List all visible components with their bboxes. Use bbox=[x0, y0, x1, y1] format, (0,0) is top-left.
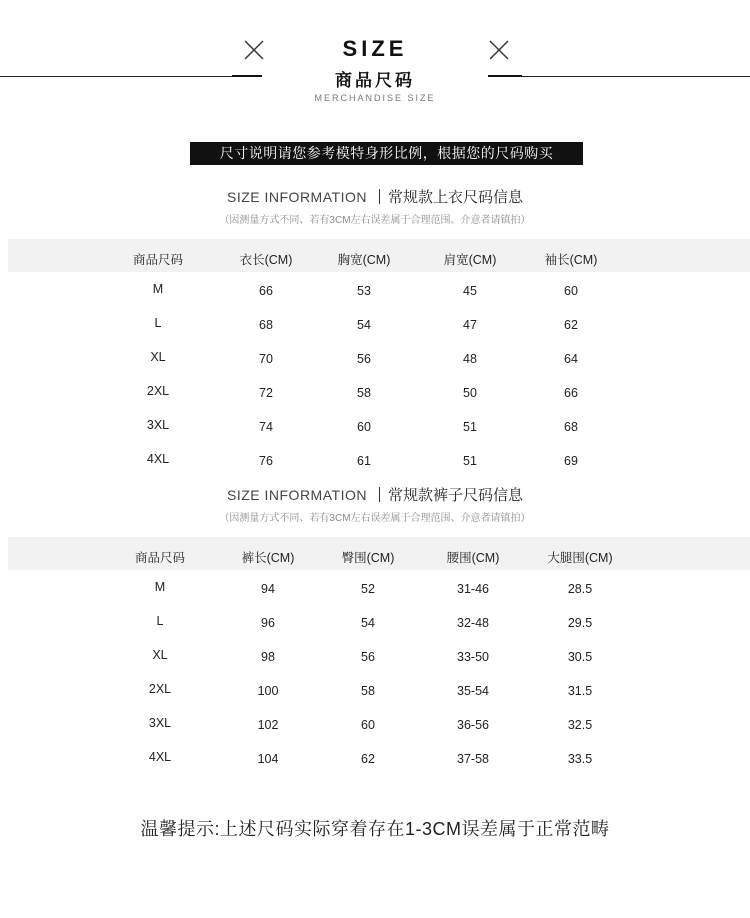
page-subtitle: MERCHANDISE SIZE bbox=[314, 93, 436, 103]
table-cell: 72 bbox=[259, 386, 273, 400]
table-cell: 53 bbox=[357, 284, 371, 298]
top-table-note: （因测量方式不同、若有3CM左右误差属于合理范围、介意者请镇拍） bbox=[219, 215, 531, 226]
table-cell: 58 bbox=[361, 684, 375, 698]
top-table-title-en: SIZE INFORMATION bbox=[227, 189, 367, 205]
table-cell: 104 bbox=[257, 752, 279, 766]
table-cell: 98 bbox=[261, 650, 275, 664]
table-cell: 54 bbox=[361, 616, 375, 630]
table-row-size-label: 4XL bbox=[148, 750, 172, 764]
table-header-cell: 商品尺码 bbox=[132, 253, 183, 267]
table-cell: 56 bbox=[357, 352, 371, 366]
table-cell: 100 bbox=[257, 684, 279, 698]
table-cell: 31.5 bbox=[567, 684, 593, 698]
table-row-size-label: XL bbox=[152, 648, 168, 662]
table-cell: 28.5 bbox=[567, 582, 593, 596]
page-title-cn: 商品尺码 bbox=[335, 71, 415, 90]
table-header-cell: 商品尺码 bbox=[134, 551, 185, 565]
table-cell: 37-58 bbox=[457, 752, 489, 766]
table-cell: 45 bbox=[463, 284, 477, 298]
table-cell: 66 bbox=[259, 284, 273, 298]
table-row-size-label: L bbox=[154, 316, 162, 330]
bottom-table-note: （因测量方式不同、若有3CM左右误差属于合理范围、介意者请镇拍） bbox=[219, 513, 531, 524]
table-cell: 60 bbox=[357, 420, 371, 434]
table-cell: 62 bbox=[361, 752, 375, 766]
table-cell: 29.5 bbox=[567, 616, 593, 630]
table-cell: 54 bbox=[357, 318, 371, 332]
table-cell: 50 bbox=[463, 386, 477, 400]
table-cell: 68 bbox=[259, 318, 273, 332]
table-cell: 56 bbox=[361, 650, 375, 664]
table-row-size-label: 3XL bbox=[146, 418, 170, 432]
bottom-table-title-en: SIZE INFORMATION bbox=[227, 487, 367, 503]
table-row-size-label: 2XL bbox=[146, 384, 170, 398]
table-cell: 30.5 bbox=[567, 650, 593, 664]
table-row-size-label: 2XL bbox=[148, 682, 172, 696]
table-cell: 68 bbox=[564, 420, 578, 434]
table-cell: 96 bbox=[261, 616, 275, 630]
table-cell: 64 bbox=[564, 352, 578, 366]
table-cell: 62 bbox=[564, 318, 578, 332]
table-row-size-label: 3XL bbox=[148, 716, 172, 730]
table-cell: 94 bbox=[261, 582, 275, 596]
table-cell: 47 bbox=[463, 318, 477, 332]
table-cell: 48 bbox=[463, 352, 477, 366]
table-cell: 58 bbox=[357, 386, 371, 400]
top-table-title-cn: 常规款上衣尺码信息 bbox=[387, 189, 523, 206]
table-cell: 74 bbox=[259, 420, 273, 434]
table-cell: 102 bbox=[257, 718, 279, 732]
table-cell: 33-50 bbox=[457, 650, 489, 664]
table-row-size-label: M bbox=[152, 282, 164, 296]
table-cell: 32.5 bbox=[567, 718, 593, 732]
bottom-table-title bbox=[0, 484, 750, 505]
page-title-en: SIZE bbox=[342, 36, 408, 61]
title-divider bbox=[379, 487, 380, 502]
table-cell: 60 bbox=[361, 718, 375, 732]
top-table-title bbox=[0, 186, 750, 207]
table-cell: 32-48 bbox=[457, 616, 489, 630]
table-cell: 70 bbox=[259, 352, 273, 366]
table-row-size-label: M bbox=[154, 580, 166, 594]
table-row-size-label: 4XL bbox=[146, 452, 170, 466]
table-cell: 33.5 bbox=[567, 752, 593, 766]
bottom-table-title-cn: 常规款裤子尺码信息 bbox=[387, 487, 523, 504]
footer-tip: 温馨提示:上述尺码实际穿着存在1-3CM误差属于正常范畴 bbox=[140, 819, 610, 839]
table-cell: 51 bbox=[463, 454, 477, 468]
table-cell: 36-56 bbox=[457, 718, 489, 732]
table-header-cell: 腰围(CM) bbox=[446, 551, 500, 565]
table-cell: 60 bbox=[564, 284, 578, 298]
table-header-cell: 衣长(CM) bbox=[239, 253, 293, 267]
table-cell: 76 bbox=[259, 454, 273, 468]
table-cell: 51 bbox=[463, 420, 477, 434]
title-divider bbox=[379, 189, 380, 204]
table-header-cell: 肩宽(CM) bbox=[443, 253, 497, 267]
table-header-cell: 胸宽(CM) bbox=[337, 253, 391, 267]
table-row-size-label: XL bbox=[150, 350, 166, 364]
table-header-cell: 袖长(CM) bbox=[544, 253, 598, 267]
table-cell: 35-54 bbox=[457, 684, 489, 698]
table-cell: 61 bbox=[357, 454, 371, 468]
table-cell: 69 bbox=[564, 454, 578, 468]
table-cell: 66 bbox=[564, 386, 578, 400]
table-cell: 31-46 bbox=[457, 582, 489, 596]
table-header-cell: 臀围(CM) bbox=[341, 551, 395, 565]
table-header-cell: 裤长(CM) bbox=[241, 551, 295, 565]
size-advice-banner: 尺寸说明请您参考模特身形比例，根据您的尺码购买 bbox=[190, 142, 583, 165]
table-header-cell: 大腿围(CM) bbox=[547, 551, 613, 565]
table-cell: 52 bbox=[361, 582, 375, 596]
table-row-size-label: L bbox=[156, 614, 164, 628]
